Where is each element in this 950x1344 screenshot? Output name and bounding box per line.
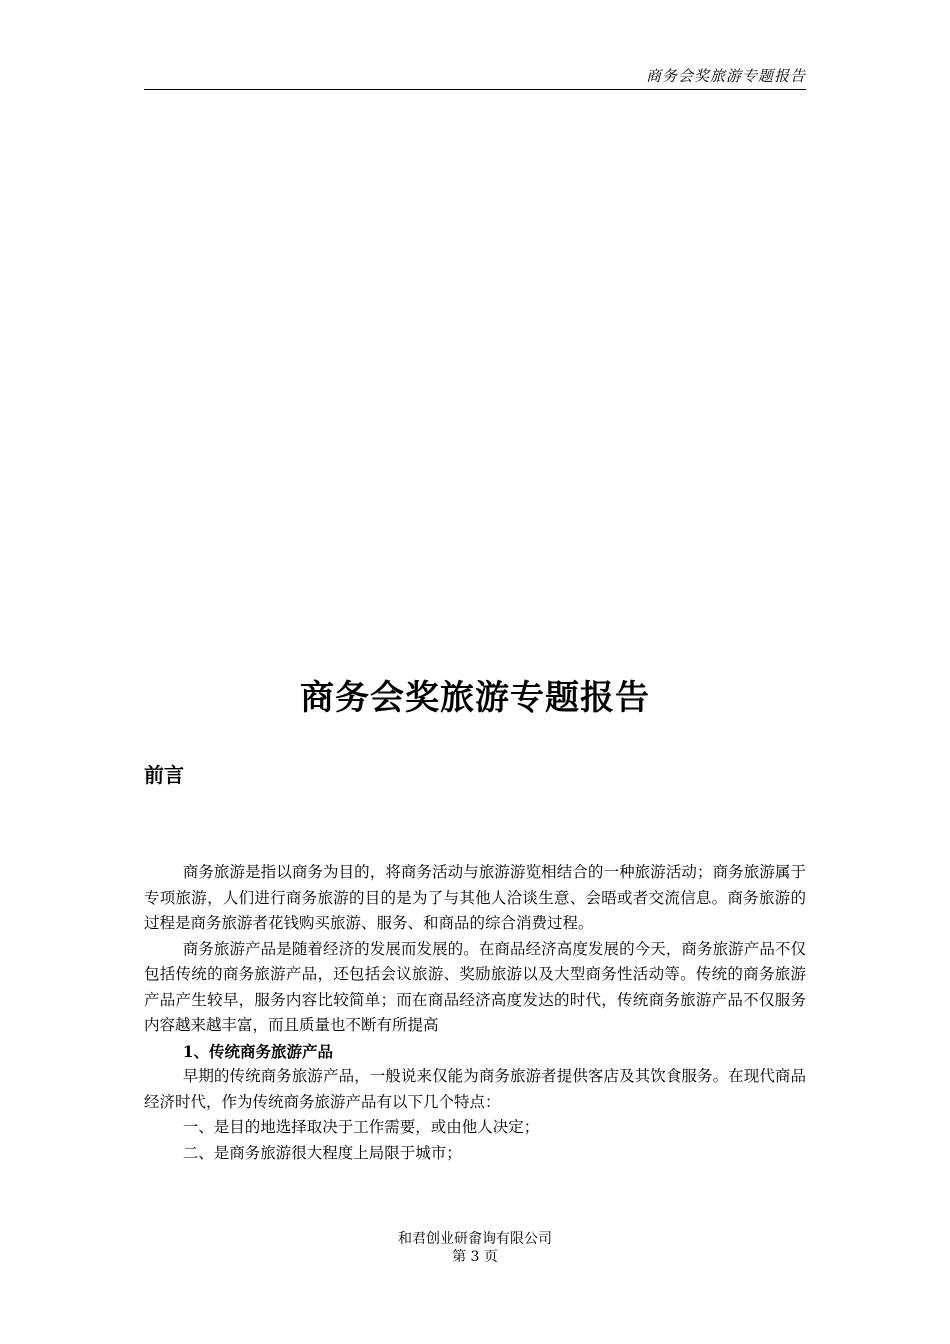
page-header <box>144 66 806 90</box>
section-heading-preface: 前言 <box>144 763 184 787</box>
document-title: 商务会奖旅游专题报告 <box>300 678 650 718</box>
list-item: 二、是商务旅游很大程度上局限于城市； <box>182 1143 462 1162</box>
paragraph: 商务旅游是指以商务为目的，将商务活动与旅游游览相结合的一种旅游活动；商务旅游属于专项旅游，人们进行商务旅游的目的是为了与其他人洽谈生意、会晤或者交流信息。商务旅游的过程是商务旅游者花钱购买旅游、服务、和商品的综合消费过程。 <box>144 863 806 932</box>
header-title: 商务会奖旅游专题报告 <box>645 67 806 85</box>
document-body <box>144 860 806 1166</box>
page-footer <box>144 1230 806 1266</box>
list-item: 一、是目的地选择取决于工作需要，或由他人决定； <box>182 1118 540 1136</box>
footer-company: 和君创业研畲询有限公司 <box>398 1231 552 1247</box>
paragraph: 商务旅游产品是随着经济的发展而发展的。在商品经济高度发展的今天，商务旅游产品不仅包括传统的商务旅游产品，还包括会议旅游、奖励旅游以及大型商务性活动等。传统的商务旅游产品产生较早，服务内容比较简单；而在商品经济高度发达的时代，传统商务旅游产品不仅服务内容越来越丰富，而且质量也不断有所提高 <box>144 939 806 1034</box>
subsection-heading: 1、传统商务旅游产品 <box>182 1041 334 1061</box>
page-number: 第 3 页 <box>452 1249 498 1265</box>
paragraph: 早期的传统商务旅游产品，一般说来仅能为商务旅游者提供客店及其饮食服务。在现代商品经济时代，作为传统商务旅游产品有以下几个特点： <box>144 1067 806 1111</box>
